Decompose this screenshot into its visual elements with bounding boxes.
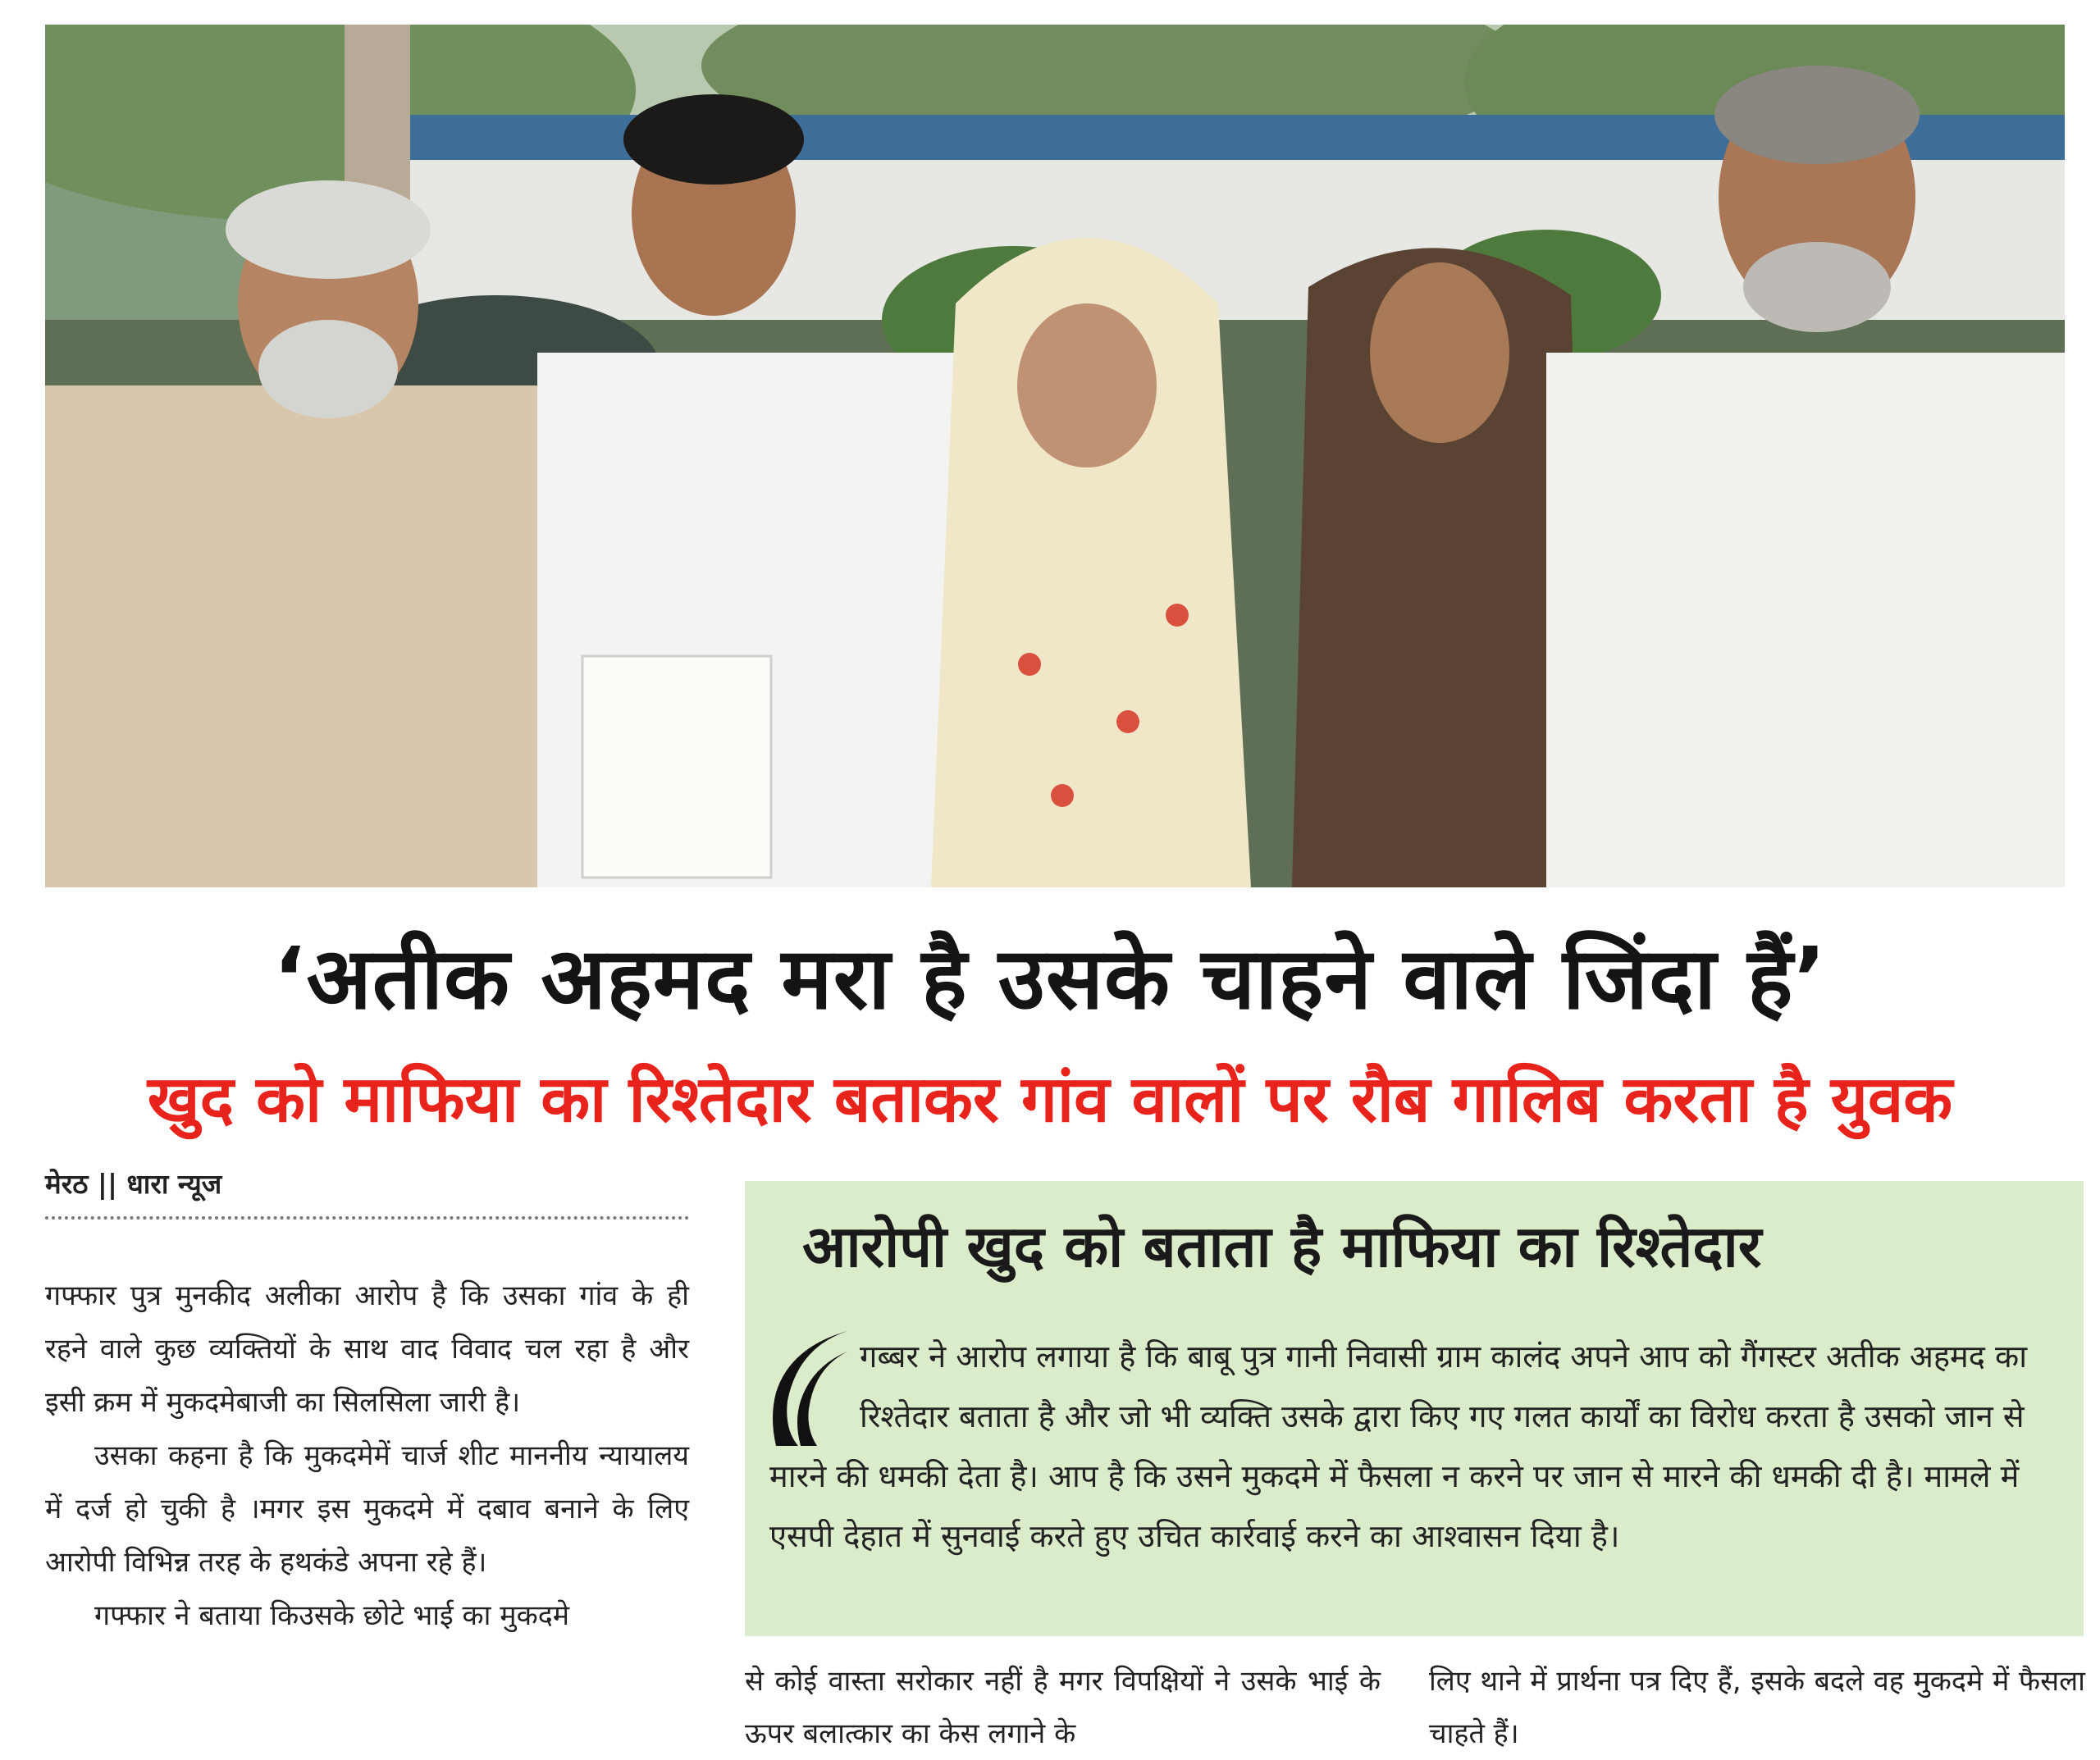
news-photo [45,25,2065,887]
left-column [45,1270,689,1643]
paragraph: गफ्फार ने बताया किउसके छोटे भाई का मुकदमे [94,1599,570,1632]
group-photo-illustration [45,25,2065,887]
paragraph: गफ्फार पुत्र मुनकीद अलीका आरोप है कि उसका गांव के ही रहने वाले कुछ व्यक्तियों के साथ वाद विवाद चल रहा है और इसी क्रम में मुकदमेबाजी का सिलसिला जारी है। [45,1279,689,1419]
box-title: आरोपी खुद को बताता है माफिया का रिश्तेदार [802,1213,1762,1280]
middle-column [745,1655,1381,1760]
paragraph: से कोई वास्ता सरोकार नहीं है मगर विपक्षियों ने उसके भाई के ऊपर बलात्कार का केस लगाने के [745,1665,1381,1750]
right-column [1429,1655,2085,1760]
headline: ‘अतीक अहमद मरा है उसके चाहने वाले जिंदा हैं’ [272,928,1828,1028]
box-body [769,1327,2059,1566]
paragraph: उसका कहना है कि मुकदमेमें चार्ज शीट माननीय न्यायालय में दर्ज हो चुकी है ।मगर इस मुकदमे में दबाव बनाने के लिए आरोपी विभिन्न तरह के हथकंडे अपना रहे हैं। [45,1439,689,1579]
box-body-text: गब्बर ने आरोप लगाया है कि बाबू पुत्र गानी निवासी ग्राम कालंद अपने आप को गैंगस्टर अतीक अहमद का रिश्तेदार बताता है और जो भी व्यक्ति उसके द्वारा किए गए गलत कार्यों का विरोध करता है उसको जान से मारने की धमकी देता है। आप है कि उसने मुकदमे में फैसला न करने पर जान से मारने की धमकी दी है। मामले में एसपी देहात में सुनवाई करते हुए उचित कार्रवाई करने का आश्वासन दिया है। [769,1338,2028,1554]
highlight-box [745,1181,2084,1636]
paragraph: लिए थाने में प्रार्थना पत्र दिए हैं, इसके बदले वह मुकदमे में फैसला चाहते हैं। [1429,1665,2085,1750]
subheadline: खुद को माफिया का रिश्तेदार बताकर गांव वालों पर रौब गालिब करता है युवक [147,1063,1953,1137]
dateline: मेरठ || धारा न्यूज [45,1165,689,1220]
